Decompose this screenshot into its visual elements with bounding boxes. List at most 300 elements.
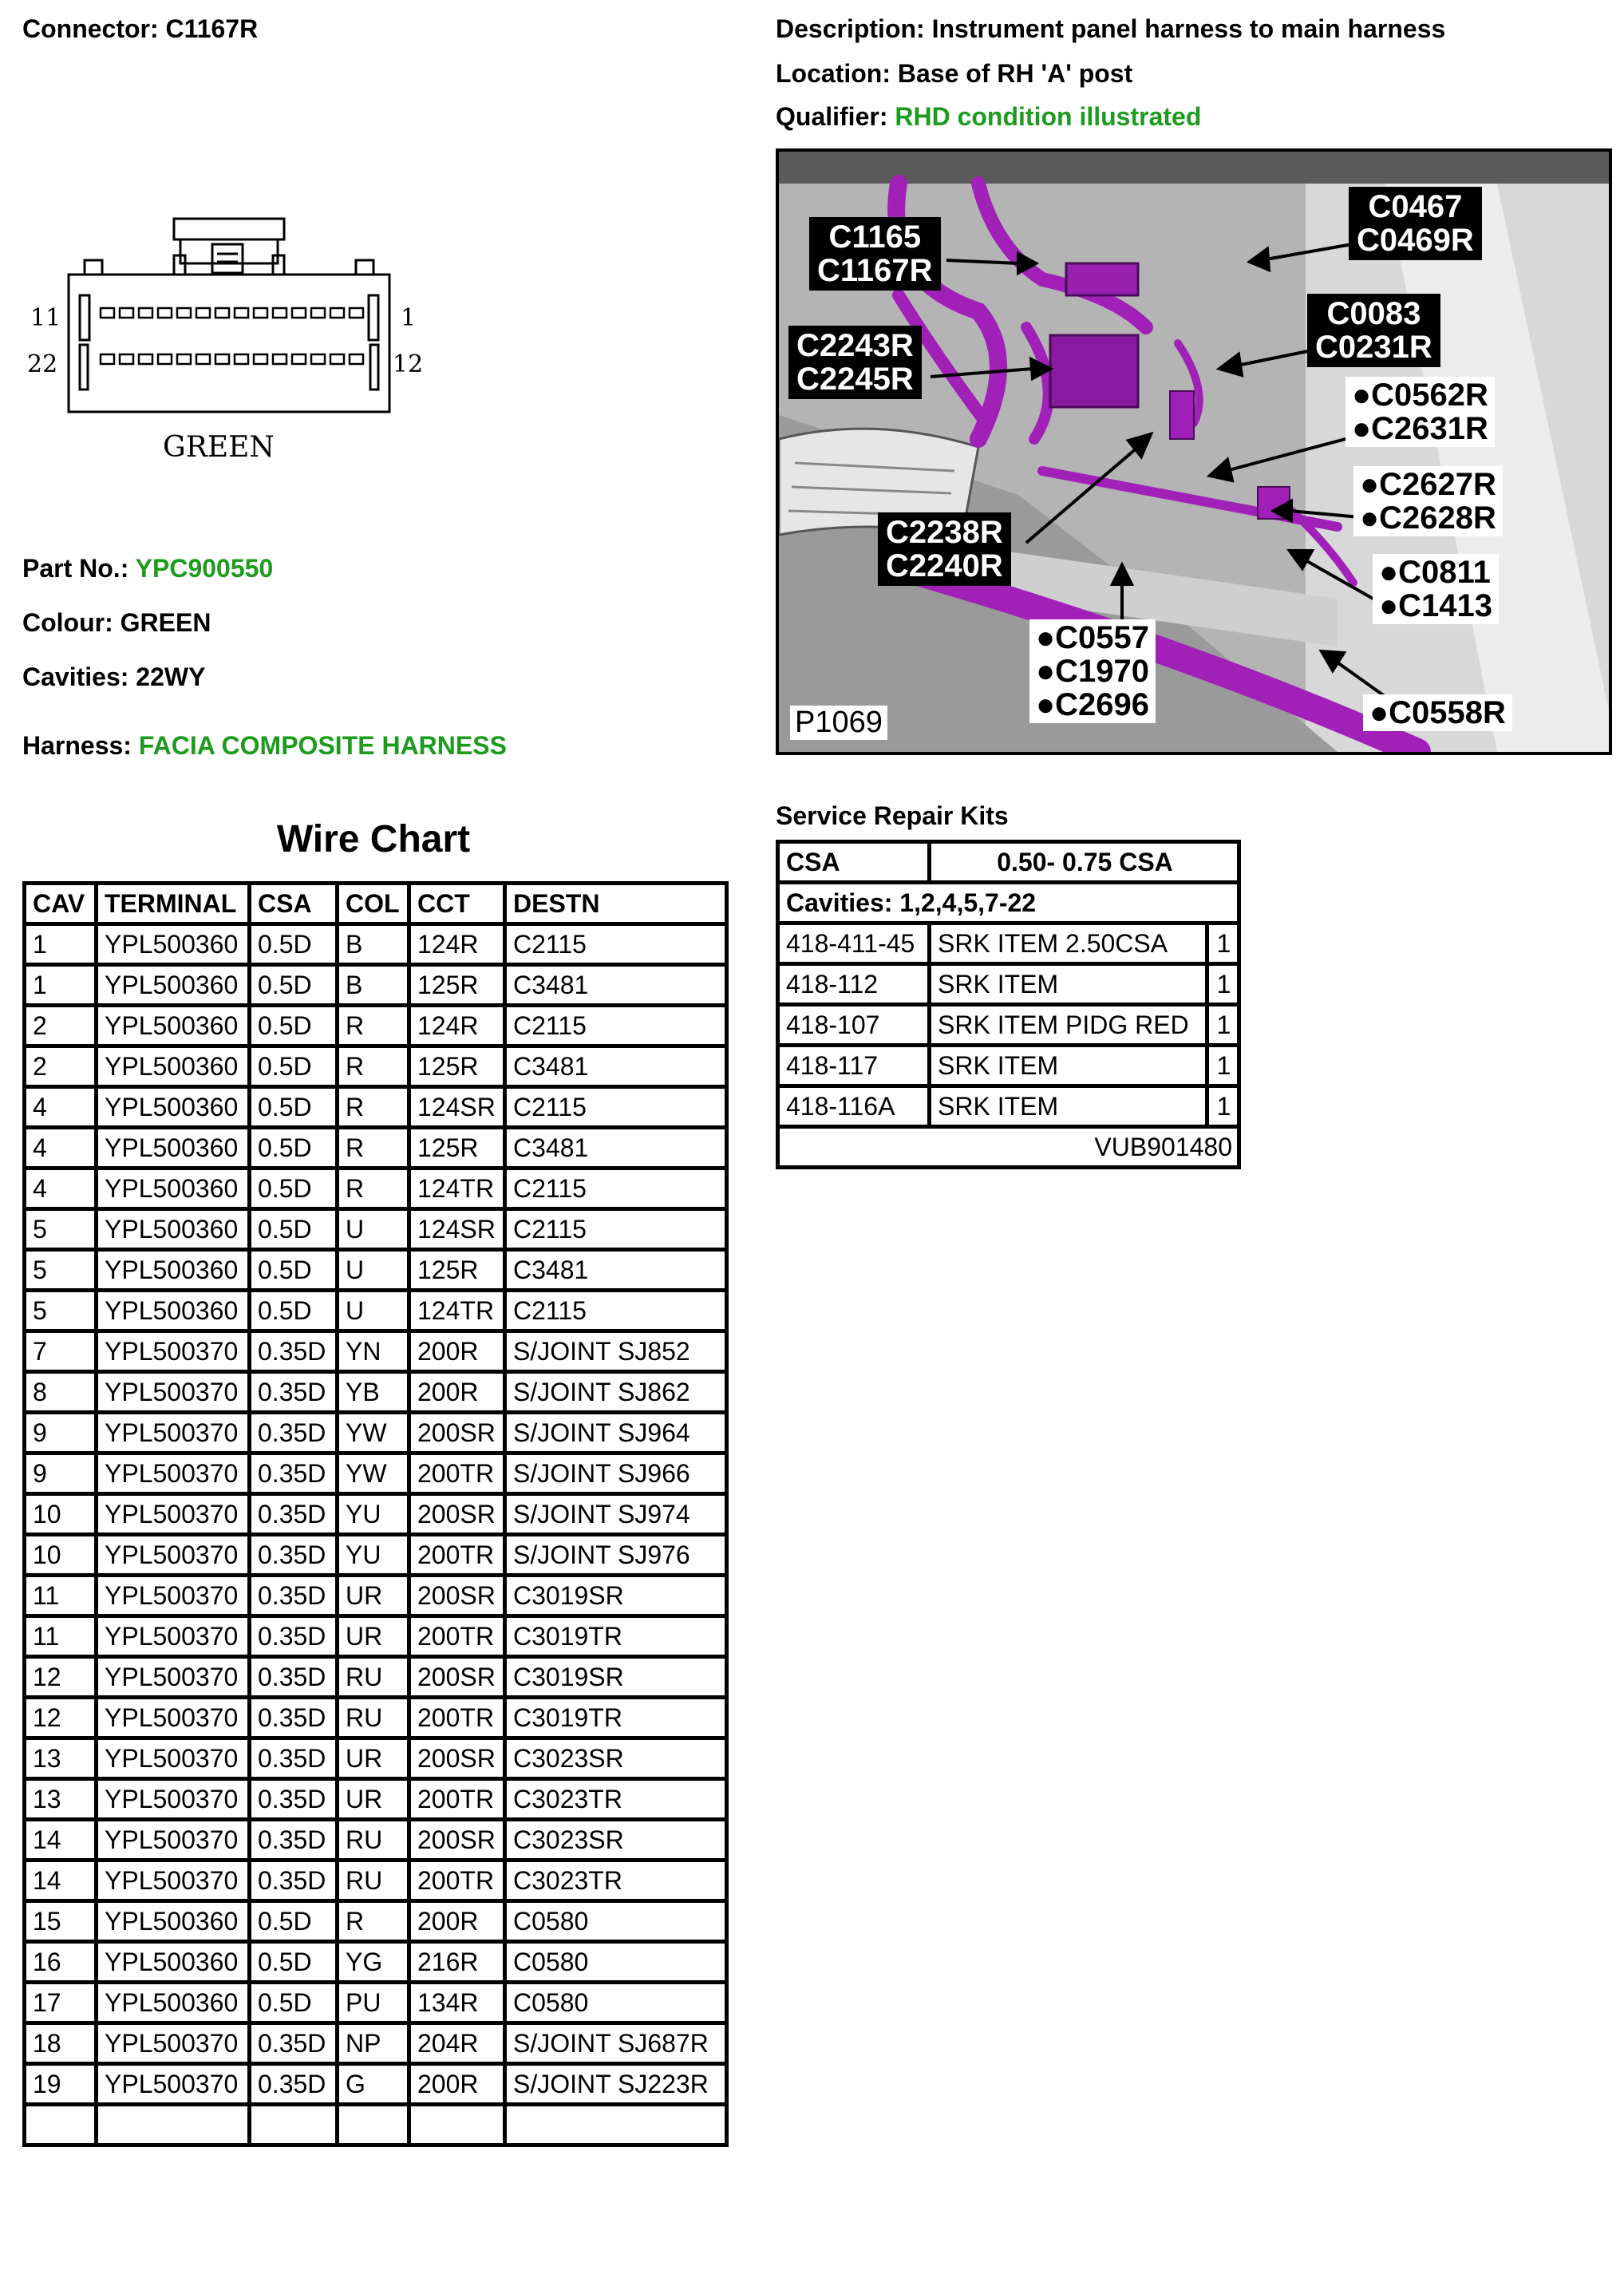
cell-col: R [338, 1006, 409, 1046]
cavities-label: Cavities: [22, 662, 129, 691]
cell-destn: C3023SR [505, 1820, 727, 1861]
cell-csa: 0.5D [250, 1128, 338, 1169]
cell-cct: 216R [409, 1942, 505, 1983]
bullet-icon: ● [1352, 411, 1372, 446]
pin-left-top: 11 [30, 304, 61, 332]
cell-cav: 19 [25, 2064, 97, 2105]
cell-csa: 0.35D [250, 1413, 338, 1453]
cell-cav: 14 [25, 1861, 97, 1901]
header-csa: CSA [250, 884, 338, 924]
cell-csa: 0.35D [250, 1372, 338, 1413]
cell-csa: 0.5D [250, 1169, 338, 1209]
srk-row [778, 964, 1239, 1005]
wire-chart-table [22, 881, 729, 2147]
cell-cav: 2 [25, 1006, 97, 1046]
cell-cct: 124R [409, 1006, 505, 1046]
cell-destn: C0580 [505, 1983, 727, 2023]
cell-cav: 1 [25, 965, 97, 1006]
cell-col: R [338, 1046, 409, 1087]
cell-destn: S/JOINT SJ964 [505, 1413, 727, 1453]
cell-cct: 200SR [409, 1657, 505, 1698]
cell-csa: 0.35D [250, 1698, 338, 1738]
cell-destn: C3023TR [505, 1861, 727, 1901]
header-cav: CAV [25, 884, 97, 924]
cell-cav: 10 [25, 1494, 97, 1535]
pin-right-bottom: 12 [393, 350, 424, 378]
cell-cct: 124TR [409, 1291, 505, 1331]
cell-cav: 9 [25, 1453, 97, 1494]
cell-cav: 7 [25, 1331, 97, 1372]
photo-reference: P1069 [790, 706, 887, 740]
cell-csa: 0.5D [250, 1901, 338, 1942]
cell-col: U [338, 1250, 409, 1291]
cell-csa: 0.35D [250, 1738, 338, 1779]
cell-cav: 4 [25, 1128, 97, 1169]
cell-cav: 17 [25, 1983, 97, 2023]
cell-cct: 200TR [409, 1779, 505, 1820]
cell-cav: 11 [25, 1616, 97, 1657]
cell-destn: C2115 [505, 1087, 727, 1128]
cell-destn: C2115 [505, 1291, 727, 1331]
cell-terminal: YPL500370 [97, 1576, 250, 1616]
cell-cav: 12 [25, 1657, 97, 1698]
cell-csa: 0.5D [250, 1087, 338, 1128]
callout-c2238r [878, 512, 1011, 586]
cell-cav: 10 [25, 1535, 97, 1576]
cell-destn: C3023SR [505, 1738, 727, 1779]
srk-title: Service Repair Kits [776, 801, 1009, 830]
cell-col: R [338, 1087, 409, 1128]
dot-label-c1970: C1970 [1055, 654, 1150, 689]
cell-col: UR [338, 1576, 409, 1616]
cell-csa: 0.5D [250, 1983, 338, 2023]
cell-empty [25, 2105, 97, 2145]
cell-cav: 16 [25, 1942, 97, 1983]
cell-csa: 0.35D [250, 1535, 338, 1576]
srk-kit-qty: 1 [1207, 1005, 1239, 1046]
dot-label-c2696: C2696 [1055, 687, 1150, 722]
cell-cct: 200SR [409, 1576, 505, 1616]
wire-chart-title: Wire Chart [276, 818, 471, 860]
bullet-icon: ● [1036, 620, 1056, 655]
cell-csa: 0.35D [250, 1779, 338, 1820]
cell-csa: 0.5D [250, 1006, 338, 1046]
cell-csa: 0.35D [250, 1861, 338, 1901]
cell-csa: 0.35D [250, 2023, 338, 2064]
cell-cct: 200R [409, 2064, 505, 2105]
location-value: Base of RH 'A' post [897, 59, 1133, 88]
cell-terminal: YPL500360 [97, 1046, 250, 1087]
callout-c2238r-line2: C2240R [886, 548, 1003, 583]
cell-cav: 14 [25, 1820, 97, 1861]
table-row [25, 1616, 727, 1657]
colour-line [22, 608, 211, 638]
cell-col: PU [338, 1983, 409, 2023]
cell-cct: 125R [409, 965, 505, 1006]
cell-cct: 200R [409, 1372, 505, 1413]
srk-table [776, 840, 1241, 1169]
cell-cav: 11 [25, 1576, 97, 1616]
cell-terminal: YPL500360 [97, 1006, 250, 1046]
cell-cct: 125R [409, 1250, 505, 1291]
cell-csa: 0.35D [250, 1820, 338, 1861]
dot-label-group-1 [1345, 377, 1495, 447]
cell-destn: C0580 [505, 1901, 727, 1942]
cell-destn: S/JOINT SJ223R [505, 2064, 727, 2105]
cell-col: YN [338, 1331, 409, 1372]
colour-value: GREEN [120, 608, 211, 637]
cell-cct: 200R [409, 1901, 505, 1942]
srk-kit-number: 418-107 [778, 1005, 930, 1046]
part-number-label: Part No.: [22, 554, 129, 583]
cell-cav: 8 [25, 1372, 97, 1413]
cell-terminal: YPL500370 [97, 2023, 250, 2064]
location-photo [776, 148, 1612, 755]
cell-cct: 204R [409, 2023, 505, 2064]
cell-cct: 125R [409, 1046, 505, 1087]
cell-cct: 200R [409, 1331, 505, 1372]
dot-label-c0811: C0811 [1398, 555, 1491, 590]
description-value: Instrument panel harness to main harness [931, 14, 1446, 43]
header-destn: DESTN [505, 884, 727, 924]
callout-c2238r-line1: C2238R [886, 515, 1003, 550]
cell-destn: S/JOINT SJ852 [505, 1331, 727, 1372]
cell-terminal: YPL500370 [97, 1413, 250, 1453]
callout-c0083 [1307, 294, 1440, 367]
dot-label-c1413: C1413 [1398, 588, 1493, 623]
cell-col: R [338, 1128, 409, 1169]
harness-label: Harness: [22, 731, 132, 760]
callout-c0083-line1: C0083 [1326, 296, 1421, 331]
srk-row [778, 1005, 1239, 1046]
callout-c2243r [788, 326, 922, 399]
cell-cav: 13 [25, 1738, 97, 1779]
table-row-empty [25, 2105, 727, 2145]
cell-cct: 124R [409, 924, 505, 965]
cell-cav: 5 [25, 1250, 97, 1291]
cell-cav: 15 [25, 1901, 97, 1942]
dot-label-c0562r: C0562R [1371, 378, 1488, 413]
bullet-icon: ● [1379, 555, 1399, 590]
srk-kit-description: SRK ITEM 2.50CSA [930, 923, 1207, 964]
cell-terminal: YPL500370 [97, 1494, 250, 1535]
cell-terminal: YPL500370 [97, 1657, 250, 1698]
wire-chart-body [25, 924, 727, 2145]
cell-terminal: YPL500370 [97, 1535, 250, 1576]
table-row [25, 2064, 727, 2105]
part-number-line [22, 554, 273, 583]
cell-cct: 200SR [409, 1413, 505, 1453]
cell-destn: C2115 [505, 1169, 727, 1209]
connector-label: Connector: [22, 14, 159, 43]
cell-csa: 0.5D [250, 1250, 338, 1291]
srk-kit-qty: 1 [1207, 964, 1239, 1005]
table-row [25, 965, 727, 1006]
cell-destn: C2115 [505, 1209, 727, 1250]
srk-csa-row [778, 842, 1239, 883]
cell-col: YG [338, 1942, 409, 1983]
table-row [25, 1779, 727, 1820]
cell-col: RU [338, 1657, 409, 1698]
pin-right-top: 1 [401, 304, 417, 332]
cell-col: YB [338, 1372, 409, 1413]
srk-footer: VUB901480 [778, 1127, 1239, 1168]
connector-colour-caption: GREEN [163, 431, 275, 464]
table-row [25, 1576, 727, 1616]
bullet-icon: ● [1369, 695, 1389, 730]
table-row [25, 1372, 727, 1413]
cell-terminal: YPL500360 [97, 1250, 250, 1291]
callout-c0467 [1349, 187, 1482, 260]
table-row [25, 1046, 727, 1087]
cell-col: YU [338, 1494, 409, 1535]
srk-kit-description: SRK ITEM [930, 1046, 1207, 1086]
table-row [25, 1494, 727, 1535]
wire-chart-header-row [25, 884, 727, 924]
table-row [25, 924, 727, 965]
callout-c0467-line2: C0469R [1357, 223, 1474, 258]
harness-value: FACIA COMPOSITE HARNESS [138, 731, 507, 760]
srk-footer-row [778, 1127, 1239, 1168]
cell-terminal: YPL500370 [97, 1453, 250, 1494]
cell-csa: 0.5D [250, 1942, 338, 1983]
cell-col: B [338, 924, 409, 965]
dot-label-group-4 [1029, 619, 1156, 723]
cell-col: RU [338, 1861, 409, 1901]
cell-empty [409, 2105, 505, 2145]
cell-destn: S/JOINT SJ966 [505, 1453, 727, 1494]
harness-line [22, 731, 507, 761]
qualifier-value: RHD condition illustrated [895, 102, 1202, 131]
cavities-value: 22WY [136, 662, 206, 691]
cell-csa: 0.35D [250, 1494, 338, 1535]
table-row [25, 1901, 727, 1942]
cell-col: B [338, 965, 409, 1006]
dot-label-c0558r: C0558R [1389, 695, 1506, 730]
cell-terminal: YPL500370 [97, 1616, 250, 1657]
table-row [25, 1128, 727, 1169]
table-row [25, 1087, 727, 1128]
srk-kit-description: SRK ITEM [930, 964, 1207, 1005]
dot-label-group-5 [1363, 694, 1512, 731]
cell-destn: C3481 [505, 1046, 727, 1087]
table-row [25, 1291, 727, 1331]
cell-csa: 0.5D [250, 1046, 338, 1087]
bullet-icon: ● [1036, 654, 1056, 689]
cell-terminal: YPL500360 [97, 924, 250, 965]
srk-items [778, 923, 1239, 1127]
callout-c0467-line1: C0467 [1368, 189, 1463, 224]
cell-cct: 200TR [409, 1535, 505, 1576]
srk-kit-description: SRK ITEM PIDG RED [930, 1005, 1207, 1046]
cell-cav: 9 [25, 1413, 97, 1453]
cell-csa: 0.5D [250, 1209, 338, 1250]
cell-col: R [338, 1901, 409, 1942]
cell-empty [338, 2105, 409, 2145]
callout-c1165-line1: C1165 [828, 219, 922, 255]
cell-csa: 0.35D [250, 1331, 338, 1372]
cell-empty [250, 2105, 338, 2145]
cell-terminal: YPL500360 [97, 1942, 250, 1983]
srk-kit-qty: 1 [1207, 923, 1239, 964]
cell-empty [97, 2105, 250, 2145]
cell-terminal: YPL500360 [97, 1901, 250, 1942]
cell-csa: 0.35D [250, 1576, 338, 1616]
cell-terminal: YPL500360 [97, 1983, 250, 2023]
cell-cct: 124SR [409, 1209, 505, 1250]
cell-cav: 13 [25, 1779, 97, 1820]
description-line [776, 14, 1445, 44]
cell-cav: 4 [25, 1169, 97, 1209]
callout-c2243r-line1: C2243R [796, 328, 914, 363]
location-line [776, 59, 1132, 89]
bullet-icon: ● [1360, 500, 1380, 536]
srk-row [778, 1046, 1239, 1086]
cavities-line [22, 662, 205, 692]
header-cct: CCT [409, 884, 505, 924]
cell-col: YW [338, 1453, 409, 1494]
cell-terminal: YPL500370 [97, 1861, 250, 1901]
cell-csa: 0.35D [250, 1657, 338, 1698]
table-row [25, 1983, 727, 2023]
connector-value: C1167R [165, 14, 259, 43]
cell-destn: S/JOINT SJ687R [505, 2023, 727, 2064]
cell-terminal: YPL500360 [97, 1169, 250, 1209]
cell-col: G [338, 2064, 409, 2105]
description-label: Description: [776, 14, 925, 43]
srk-kit-qty: 1 [1207, 1046, 1239, 1086]
srk-row [778, 1086, 1239, 1127]
connector-face-diagram [22, 208, 437, 471]
cell-destn: C3481 [505, 1250, 727, 1291]
cell-cct: 124SR [409, 1087, 505, 1128]
pin-left-bottom: 22 [27, 350, 58, 378]
cell-cav: 18 [25, 2023, 97, 2064]
cell-destn: C3019TR [505, 1698, 727, 1738]
cell-cct: 200TR [409, 1698, 505, 1738]
cell-cct: 125R [409, 1128, 505, 1169]
table-row [25, 1331, 727, 1372]
cell-destn: C2115 [505, 924, 727, 965]
cell-cav: 4 [25, 1087, 97, 1128]
cell-csa: 0.35D [250, 2064, 338, 2105]
dot-label-group-2 [1353, 466, 1503, 536]
cell-col: U [338, 1209, 409, 1250]
srk-kit-qty: 1 [1207, 1086, 1239, 1127]
cell-cav: 5 [25, 1209, 97, 1250]
srk-cavities: Cavities: 1,2,4,5,7-22 [778, 883, 1239, 923]
connector-line [22, 14, 258, 44]
cell-cct: 200TR [409, 1616, 505, 1657]
cell-cav: 2 [25, 1046, 97, 1087]
bullet-icon: ● [1036, 687, 1056, 722]
dot-label-c2628r: C2628R [1379, 500, 1496, 536]
bullet-icon: ● [1352, 378, 1372, 413]
cell-csa: 0.35D [250, 1616, 338, 1657]
cell-terminal: YPL500370 [97, 1372, 250, 1413]
table-row [25, 1209, 727, 1250]
colour-label: Colour: [22, 608, 113, 637]
cell-cct: 134R [409, 1983, 505, 2023]
table-row [25, 1453, 727, 1494]
qualifier-line [776, 102, 1201, 132]
bullet-icon: ● [1379, 588, 1399, 623]
srk-cavities-row [778, 883, 1239, 923]
cell-destn: S/JOINT SJ976 [505, 1535, 727, 1576]
cell-terminal: YPL500360 [97, 1128, 250, 1169]
bullet-icon: ● [1360, 467, 1380, 502]
cell-cct: 200TR [409, 1861, 505, 1901]
cell-destn: C2115 [505, 1006, 727, 1046]
cell-terminal: YPL500370 [97, 1331, 250, 1372]
qualifier-label: Qualifier: [776, 102, 888, 131]
cell-cct: 200SR [409, 1738, 505, 1779]
table-row [25, 1698, 727, 1738]
cell-terminal: YPL500360 [97, 1209, 250, 1250]
srk-kit-description: SRK ITEM [930, 1086, 1207, 1127]
cell-cav: 1 [25, 924, 97, 965]
cell-terminal: YPL500360 [97, 1291, 250, 1331]
cell-col: NP [338, 2023, 409, 2064]
cell-destn: C3481 [505, 965, 727, 1006]
cell-cct: 124TR [409, 1169, 505, 1209]
srk-row [778, 923, 1239, 964]
cell-csa: 0.5D [250, 924, 338, 965]
cell-col: UR [338, 1779, 409, 1820]
table-row [25, 1535, 727, 1576]
callout-c1165 [809, 217, 941, 291]
cell-destn: C3481 [505, 1128, 727, 1169]
cell-destn: C3023TR [505, 1779, 727, 1820]
srk-csa-label: CSA [778, 842, 930, 883]
cell-col: RU [338, 1820, 409, 1861]
cell-destn: S/JOINT SJ862 [505, 1372, 727, 1413]
table-row [25, 1942, 727, 1983]
header-terminal: TERMINAL [97, 884, 250, 924]
cell-col: UR [338, 1616, 409, 1657]
table-row [25, 1169, 727, 1209]
table-row [25, 1738, 727, 1779]
callout-c2243r-line2: C2245R [796, 362, 914, 397]
cell-csa: 0.5D [250, 965, 338, 1006]
table-row [25, 1413, 727, 1453]
cell-csa: 0.35D [250, 1453, 338, 1494]
cell-cav: 12 [25, 1698, 97, 1738]
srk-kit-number: 418-117 [778, 1046, 930, 1086]
cell-terminal: YPL500360 [97, 965, 250, 1006]
cell-terminal: YPL500360 [97, 1087, 250, 1128]
cell-destn: C0580 [505, 1942, 727, 1983]
cell-empty [505, 2105, 727, 2145]
cell-terminal: YPL500370 [97, 2064, 250, 2105]
table-row [25, 1657, 727, 1698]
cell-col: YU [338, 1535, 409, 1576]
cell-destn: S/JOINT SJ974 [505, 1494, 727, 1535]
cell-col: YW [338, 1413, 409, 1453]
table-row [25, 1006, 727, 1046]
table-row [25, 1250, 727, 1291]
cell-col: U [338, 1291, 409, 1331]
callout-c0083-line2: C0231R [1315, 330, 1432, 365]
cell-cct: 200TR [409, 1453, 505, 1494]
cell-terminal: YPL500370 [97, 1779, 250, 1820]
srk-kit-number: 418-411-45 [778, 923, 930, 964]
cell-col: RU [338, 1698, 409, 1738]
cell-col: R [338, 1169, 409, 1209]
srk-kit-number: 418-116A [778, 1086, 930, 1127]
dot-label-c2631r: C2631R [1371, 411, 1488, 446]
table-row [25, 2023, 727, 2064]
